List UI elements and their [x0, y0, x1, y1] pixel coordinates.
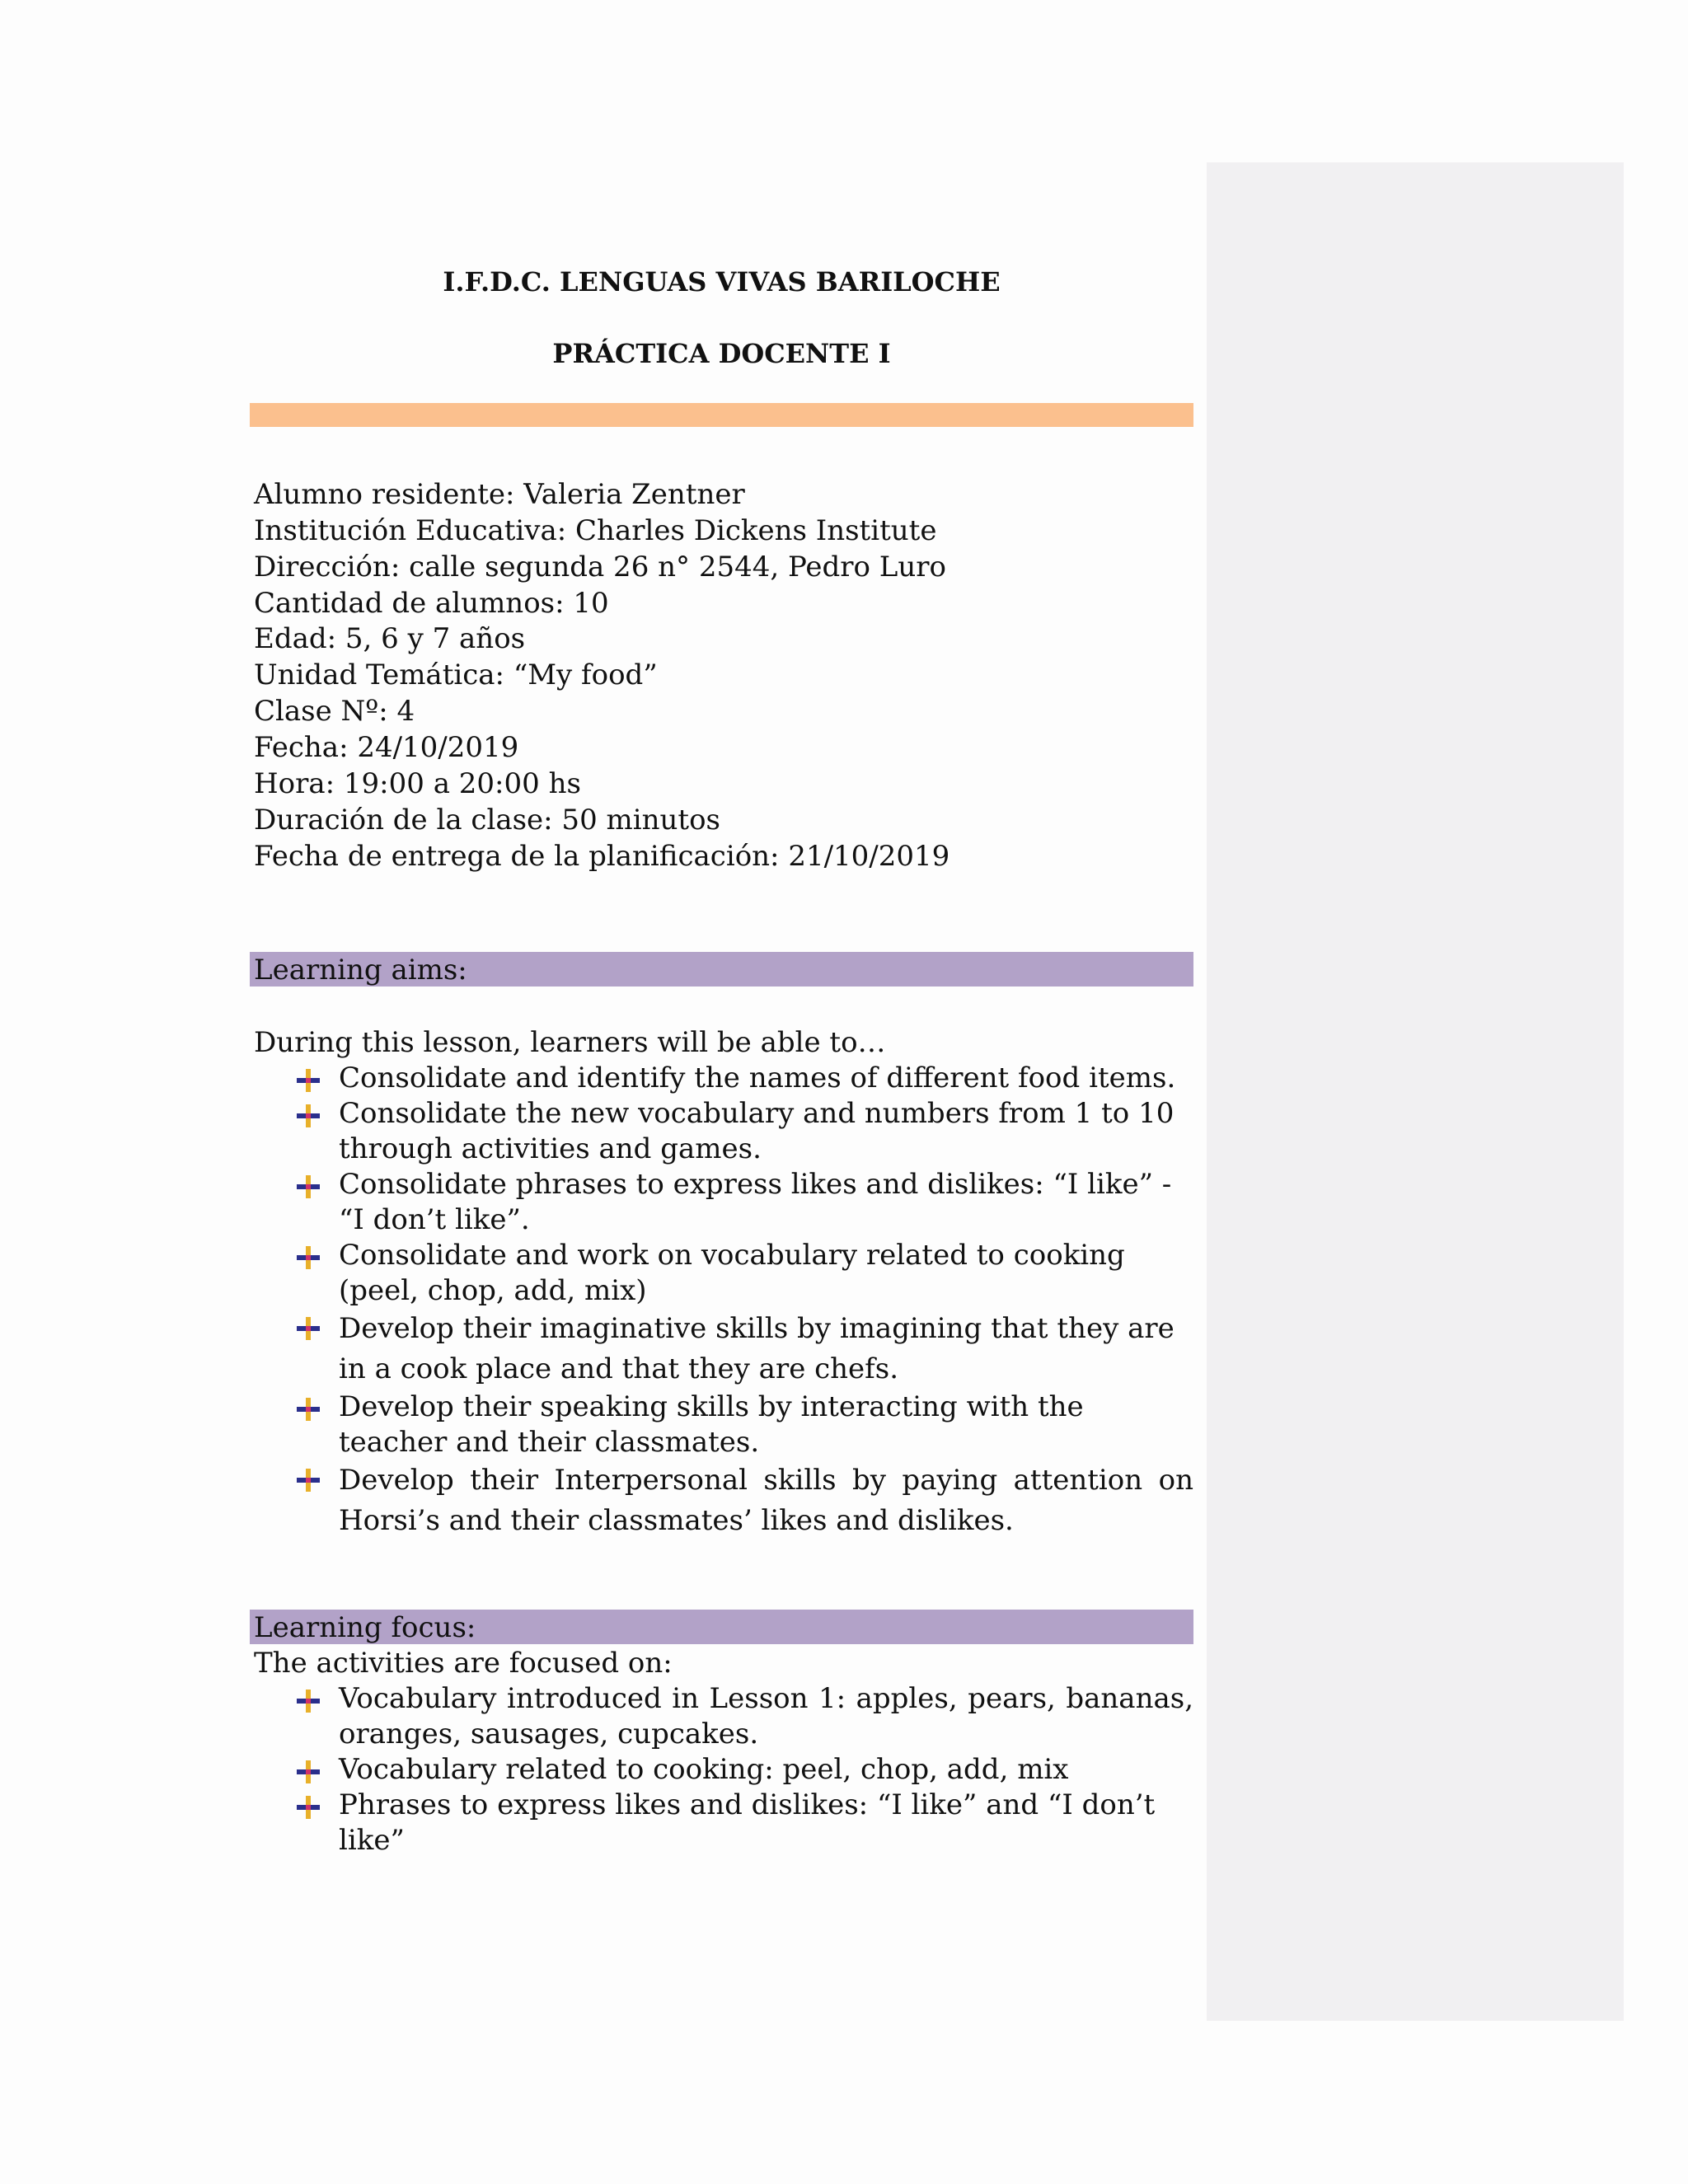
info-line: Dirección: calle segunda 26 n° 2544, Pedro Luro: [254, 551, 946, 583]
aim-text: Consolidate phrases to express likes and dislikes: “I like” - “I don’t like”.: [339, 1168, 1172, 1236]
info-line: Clase Nº: 4: [254, 695, 415, 728]
info-line: Edad: 5, 6 y 7 años: [254, 622, 526, 655]
aim-text: Develop their imaginative skills by imagining that they are in a cook place and that they are chefs.: [339, 1312, 1175, 1385]
cross-bullet-icon: [295, 1688, 321, 1714]
learning-aims-intro: During this lesson, learners will be able to…: [254, 1026, 886, 1059]
institution-title: I.F.D.C. LENGUAS VIVAS BARILOCHE: [443, 266, 1001, 298]
cross-bullet-icon: [295, 1174, 321, 1200]
aim-text: Develop their speaking skills by interacting with the teacher and their classmates.: [339, 1390, 1084, 1459]
focus-text: Vocabulary introduced in Lesson 1: apples, pears, bananas, oranges, sausages, cupcakes.: [339, 1682, 1193, 1750]
aim-text: Consolidate and work on vocabulary related to cooking (peel, chop, add, mix): [339, 1239, 1125, 1307]
aim-text: Develop their Interpersonal skills by paying attention on Horsi’s and their classmates’ likes and dislikes.: [339, 1464, 1193, 1537]
list-item: [295, 1309, 1193, 1390]
cross-bullet-icon: [295, 1396, 321, 1422]
list-item: [295, 1238, 1193, 1309]
comment-pane: [1207, 162, 1624, 2021]
learning-focus-heading: Learning focus:: [250, 1610, 1193, 1644]
cross-bullet-icon: [295, 1467, 321, 1493]
learning-focus-intro: The activities are focused on:: [254, 1647, 673, 1680]
list-item: [295, 1460, 1193, 1541]
info-line: Institución Educativa: Charles Dickens Institute: [254, 514, 937, 547]
list-item: [295, 1681, 1193, 1752]
course-title: PRÁCTICA DOCENTE I: [552, 338, 891, 369]
focus-text: Phrases to express likes and dislikes: “I like” and “I don’t like”: [339, 1788, 1156, 1857]
list-item: [295, 1167, 1193, 1238]
list-item: [295, 1061, 1193, 1096]
info-line: Duración de la clase: 50 minutos: [254, 804, 720, 837]
list-item: [295, 1096, 1193, 1167]
cross-bullet-icon: [295, 1244, 321, 1271]
info-line: Alumno residente: Valeria Zentner: [254, 478, 745, 511]
cross-bullet-icon: [295, 1067, 321, 1094]
info-line: Hora: 19:00 a 20:00 hs: [254, 767, 581, 800]
cross-bullet-icon: [295, 1794, 321, 1821]
list-item: [295, 1788, 1193, 1858]
list-item: [295, 1390, 1193, 1460]
info-line: Cantidad de alumnos: 10: [254, 587, 609, 620]
learning-aims-list: [295, 1061, 1193, 1541]
list-item: [295, 1752, 1193, 1788]
info-line: Fecha: 24/10/2019: [254, 731, 519, 764]
cross-bullet-icon: [295, 1759, 321, 1785]
orange-divider-bar: [250, 403, 1193, 427]
info-line: Unidad Temática: “My food”: [254, 658, 658, 691]
aim-text: Consolidate the new vocabulary and numbers from 1 to 10 through activities and games.: [339, 1097, 1175, 1165]
cross-bullet-icon: [295, 1315, 321, 1342]
aim-text: Consolidate and identify the names of different food items.: [339, 1062, 1176, 1094]
info-line: Fecha de entrega de la planificación: 21/10/2019: [254, 840, 950, 873]
cross-bullet-icon: [295, 1103, 321, 1129]
learning-focus-list: [295, 1681, 1193, 1858]
focus-text: Vocabulary related to cooking: peel, chop, add, mix: [339, 1753, 1069, 1786]
learning-aims-heading: Learning aims:: [250, 952, 1193, 987]
